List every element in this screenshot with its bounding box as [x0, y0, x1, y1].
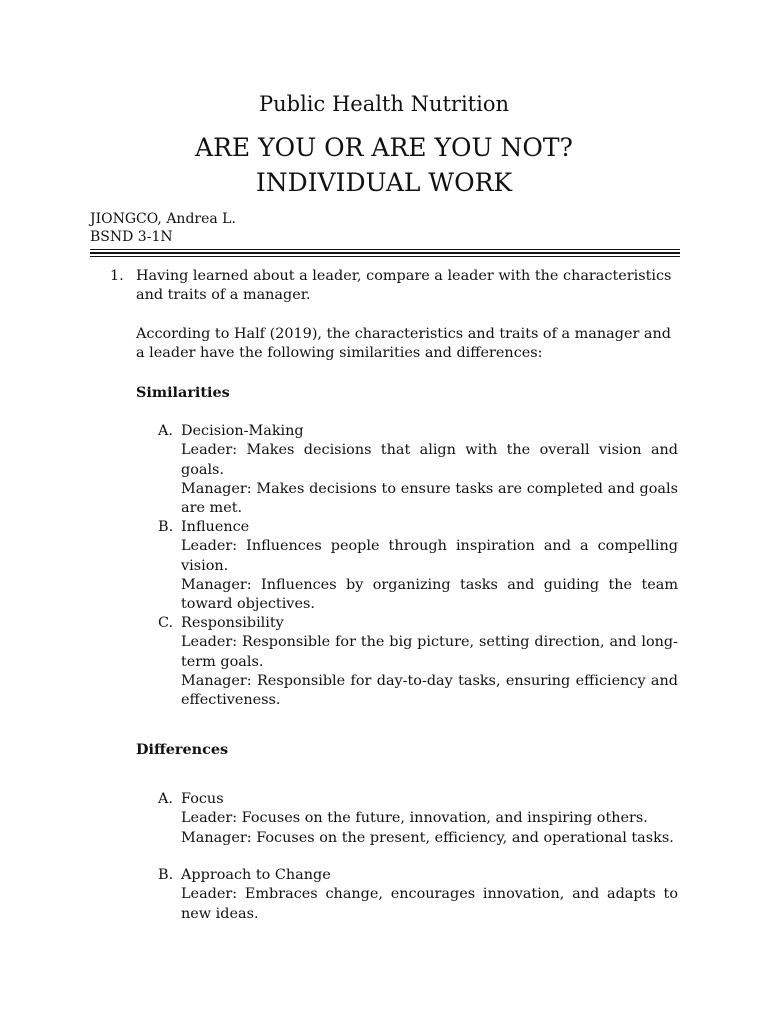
document-title: ARE YOU OR ARE YOU NOT? INDIVIDUAL WORK: [195, 133, 573, 197]
header-divider-bottom: [90, 256, 680, 257]
item-leader: Leader: Influences people through inspiration and a compelling vision.: [181, 538, 678, 574]
list-item-letter: B.: [158, 867, 174, 883]
author-section: BSND 3-1N: [90, 229, 173, 245]
differences-heading: Differences: [136, 741, 229, 758]
item-title: Approach to Change: [181, 867, 331, 883]
item-leader: Leader: Focuses on the future, innovation, and inspiring others.: [181, 810, 648, 827]
author-name: JIONGCO, Andrea L.: [90, 211, 236, 227]
list-item-letter: C.: [158, 615, 174, 631]
list-item-letter: B.: [158, 519, 174, 535]
list-item: [181, 790, 678, 848]
question-text: Having learned about a leader, compare a leader with the characteristics and traits of a manager.: [136, 268, 672, 304]
course-subject: Public Health Nutrition: [258, 92, 509, 116]
header-divider-top: [90, 249, 680, 250]
item-manager: Manager: Focuses on the present, efficiency, and operational tasks.: [181, 829, 674, 846]
question-intro: According to Half (2019), the characteristics and traits of a manager and a leader have the following similarities and differences:: [136, 326, 671, 362]
item-manager: Manager: Influences by organizing tasks and guiding the team toward objectives.: [181, 576, 678, 613]
item-leader: Leader: Makes decisions that align with the overall vision and goals.: [181, 442, 678, 478]
item-leader: Leader: Embraces change, encourages innovation, and adapts to new ideas.: [181, 886, 678, 922]
header-divider-middle: [90, 252, 680, 254]
item-title: Decision-Making: [181, 423, 304, 439]
item-manager: Manager: Responsible for day-to-day tasks, ensuring efficiency and effectiveness.: [181, 672, 678, 709]
list-item: [181, 614, 678, 710]
item-title: Influence: [181, 519, 250, 535]
question-number: 1.: [110, 268, 124, 284]
list-item-letter: A.: [158, 791, 173, 807]
similarities-heading: Similarities: [136, 384, 230, 401]
list-item: [181, 518, 678, 614]
item-manager: Manager: Makes decisions to ensure tasks are completed and goals are met.: [181, 480, 678, 517]
item-leader: Leader: Responsible for the big picture, setting direction, and long-term goals.: [181, 634, 678, 670]
list-item: [181, 866, 678, 924]
list-item-letter: A.: [158, 423, 173, 439]
list-item: [181, 422, 678, 518]
item-title: Responsibility: [181, 615, 284, 631]
author-block: [90, 210, 236, 246]
item-title: Focus: [181, 791, 224, 807]
